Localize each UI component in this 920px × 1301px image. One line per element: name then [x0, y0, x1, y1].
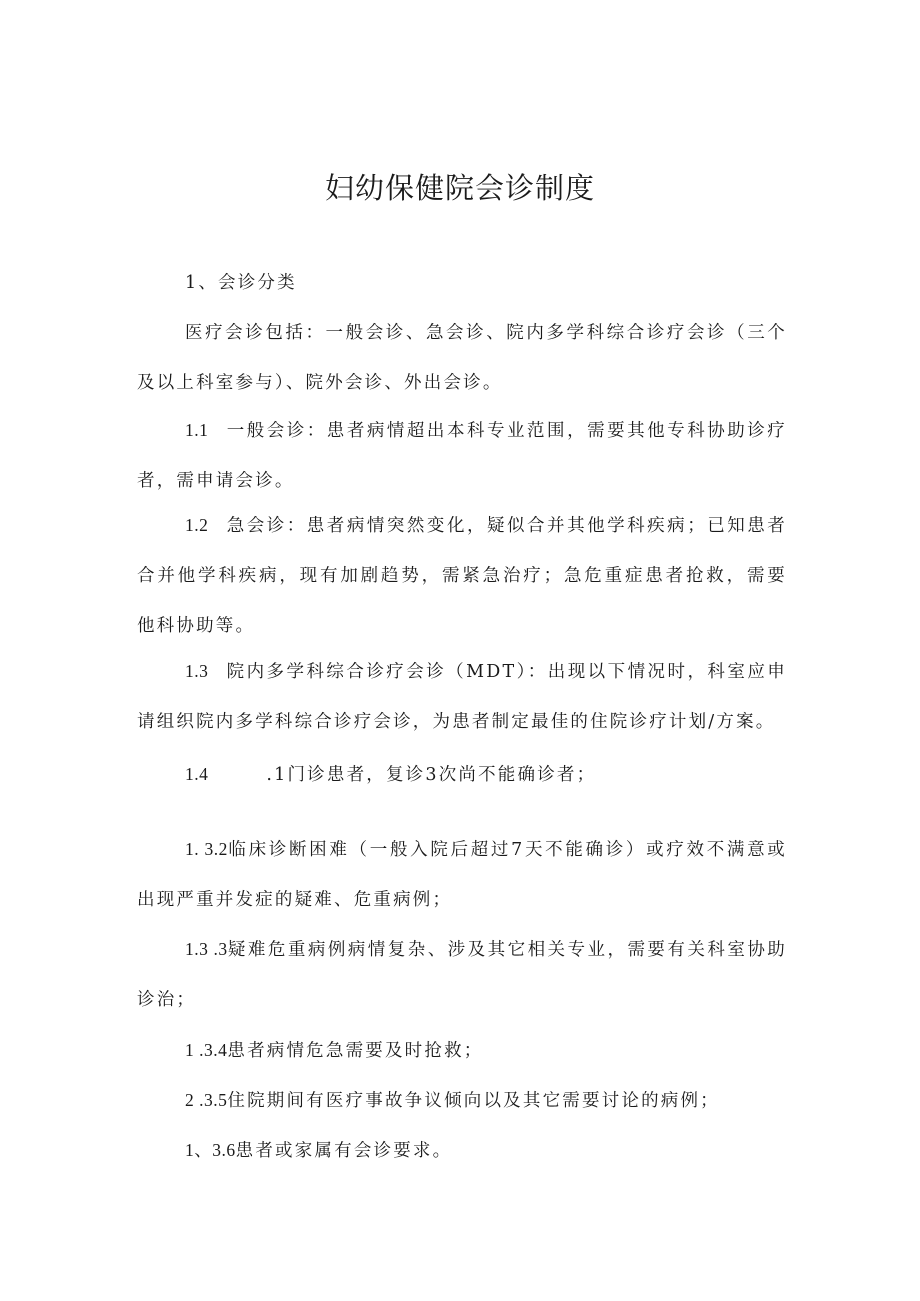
item-text: 疑难危重病例病情复杂、涉及其它相关专业，需要有关科室协助诊治； [137, 940, 787, 1010]
paragraph-item-dispute-cases [137, 1075, 787, 1126]
paragraph-item-outpatient [137, 749, 787, 800]
item-number: 1.2 [185, 515, 209, 535]
item-number: 1 .3.4 [185, 1040, 228, 1060]
paragraph-item-critical-rescue [137, 1025, 787, 1076]
document-title: 妇幼保健院会诊制度 [324, 171, 595, 205]
item-text: 一般会诊：患者病情超出本科专业范围，需要其他专科协助诊疗者，需申请会诊。 [137, 421, 787, 491]
item-number: 1、3.6 [185, 1140, 236, 1160]
item-number: 2 .3.5 [185, 1090, 228, 1110]
item-number: 1.3 .3 [185, 939, 228, 959]
item-text: 患者病情危急需要及时抢救； [227, 1041, 484, 1061]
item-text: 患者或家属有会诊要求。 [235, 1141, 453, 1161]
paragraph-general-consultation [137, 405, 787, 506]
paragraph-consultation-types: 医疗会诊包括：一般会诊、急会诊、院内多学科综合诊疗会诊（三个及以上科室参与）、院外会诊、外出会诊。 [137, 323, 787, 393]
paragraph-item-family-request [137, 1125, 787, 1176]
paragraph-item-complex-cases [137, 924, 787, 1025]
item-text: 院内多学科综合诊疗会诊（MDT）：出现以下情况时，科室应申请组织院内多学科综合诊疗会诊，为患者制定最佳的住院诊疗计划/方案。 [137, 662, 787, 732]
paragraph-emergency-consultation [137, 500, 787, 651]
item-text: 住院期间有医疗事故争议倾向以及其它需要讨论的病例； [227, 1091, 720, 1111]
item-number: 1.3 [185, 661, 209, 681]
paragraph-mdt-consultation [137, 646, 787, 747]
item-number: 1.1 [185, 420, 209, 440]
item-text: .1门诊患者，复诊3次尚不能确诊者； [266, 765, 597, 785]
paragraph-item-diagnosis-difficulty [137, 824, 787, 925]
section-heading-classification: 1、会诊分类 [185, 273, 297, 293]
item-number: 1. 3.2 [185, 839, 228, 859]
item-text: 临床诊断困难（一般入院后超过7天不能确诊）或疗效不满意或出现严重并发症的疑难、危重病例； [137, 840, 788, 910]
item-text: 急会诊：患者病情突然变化，疑似合并其他学科疾病；已知患者合并他学科疾病，现有加剧趋势，需紧急治疗；急危重症患者抢救，需要他科协助等。 [137, 516, 787, 636]
item-number: 1.4 [185, 764, 209, 784]
